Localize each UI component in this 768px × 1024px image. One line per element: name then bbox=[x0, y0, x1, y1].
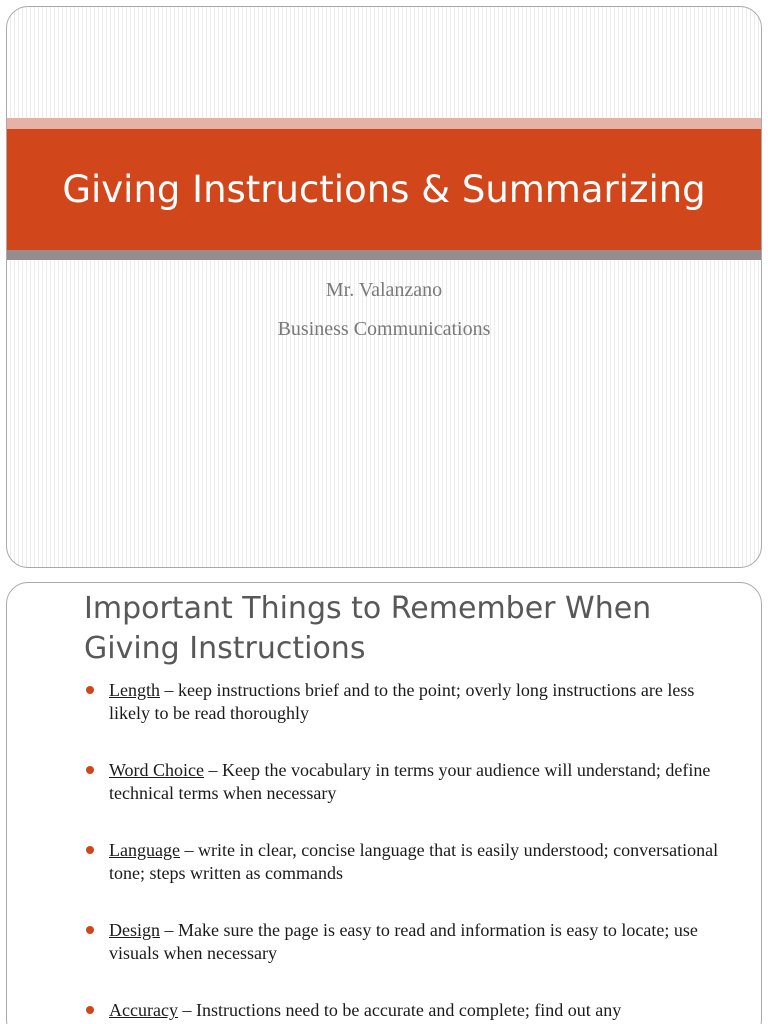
bullet-dot-icon bbox=[86, 846, 94, 854]
bullet-term: Word Choice bbox=[109, 760, 205, 780]
bullet-item-word-choice bbox=[85, 759, 725, 805]
bullet-term: Language bbox=[109, 840, 180, 860]
bullet-term: Accuracy bbox=[109, 1000, 178, 1020]
bullet-dot-icon bbox=[86, 926, 94, 934]
bullet-term: Design bbox=[109, 920, 160, 940]
bullet-item-language bbox=[85, 839, 725, 885]
bullet-item-accuracy bbox=[85, 999, 725, 1022]
bullet-text: – write in clear, concise language that is easily understood; conversational tone; steps written as commands bbox=[109, 840, 719, 883]
bullet-item-design bbox=[85, 919, 725, 965]
bullet-text: – Keep the vocabulary in terms your audience will understand; define technical terms when necessary bbox=[109, 760, 711, 803]
bullet-term: Length bbox=[109, 680, 160, 700]
bullet-list bbox=[85, 679, 725, 1024]
bullet-dot-icon bbox=[86, 686, 94, 694]
slide-heading: Important Things to Remember When Giving Instructions bbox=[84, 591, 652, 666]
bullet-text: – Make sure the page is easy to read and information is easy to locate; use visuals when necessary bbox=[109, 920, 698, 963]
slide-title: Giving Instructions & Summarizing bbox=[62, 168, 706, 211]
content-slide bbox=[6, 582, 762, 1024]
bullet-dot-icon bbox=[86, 1006, 94, 1014]
title-slide bbox=[6, 6, 762, 568]
title-band-top-stripe bbox=[7, 118, 761, 129]
bullet-text: – keep instructions brief and to the point; overly long instructions are less likely to be read thoroughly bbox=[109, 680, 695, 723]
course-name: Business Communications bbox=[277, 318, 491, 340]
bullet-item-length bbox=[85, 679, 725, 725]
bullet-text: – Instructions need to be accurate and complete; find out any bbox=[177, 1000, 622, 1020]
bullet-dot-icon bbox=[86, 766, 94, 774]
presenter-name: Mr. Valanzano bbox=[325, 279, 443, 301]
title-band-bottom-stripe bbox=[7, 250, 761, 260]
